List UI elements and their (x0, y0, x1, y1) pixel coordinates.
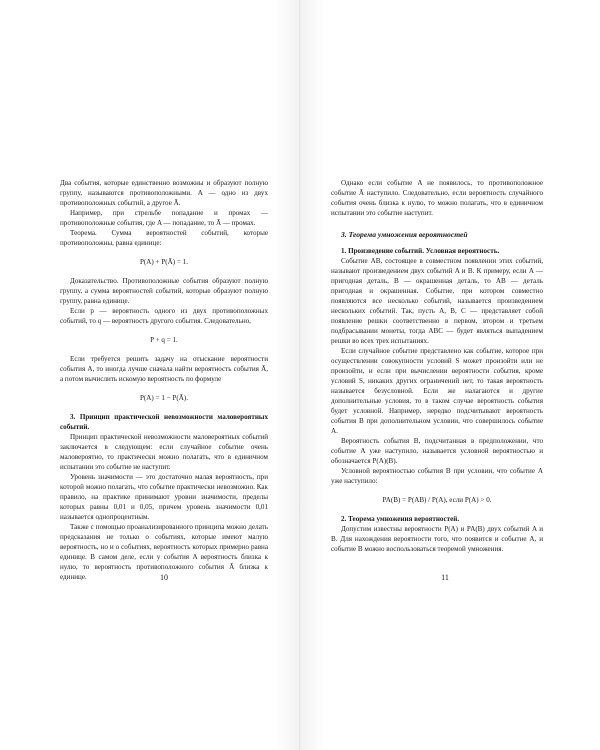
page-number: 11 (441, 573, 449, 582)
paragraph: Доказательство. Противоположные события образуют полную группу, а сумма вероятностей событий, которые образуют полную группу, равна единице. (60, 277, 268, 305)
paragraph: Событие AB, состоящее в совместном появлении этих событий, называют произведением двух событий A и B. К примеру, если A — пригодная деталь, B — окрашенная деталь, то AB — деталь пригодная и окрашенная. Событие, при котором совместно появляются все несколько событий, называется произведением нескольких событий. Так, пусть A, B, C — представляет собой появление решки соответственно в первом, втором и третьем подбрасывании монеты, тогда ABC — будет являться выпадением решки во всех трех испытаниях. (331, 257, 543, 345)
paragraph: Если случайное событие представлено как событие, которое при осуществлении совокупности условий S может произойти или не произойти, и если при вычислении вероятности события, кроме условий S, никаких других ограничений нет, то такая вероятность называется безусловной. Если же налагаются и другие дополнительные условия, то в таком случае вероятность события будет условной. Например, нередко подсчитывают вероятность события B при дополнительном условии, что совершилось событие A. (331, 347, 543, 435)
formula: P + q = 1. (150, 336, 178, 344)
paragraph: Однако если событие A не появилось, то противоположное событие Ā наступило. Следовательно, если вероятность случайного события очень близка к нулю, то можно полагать, что в единичном испытании это событие наступит. (331, 179, 543, 217)
paragraph: Допустим известны вероятности P(A) и PA(B) двух событий A и B. Для нахождения вероятности того, что появится и событие A, и событие B можно воспользоваться теоремой умножения. (331, 525, 543, 553)
paragraph: Уровень значимости — это достаточно малая вероятность, при которой можно полагать, что событие практически невозможно. Как правило, на практике принимают уровни значимости, пределы которых равны 0,01 и 0,05, причем уровень значимости 0,01 называется однопроцентным. (60, 473, 268, 521)
paragraph: Например, при стрельбе попадание и промах — противоположные события, где A — попадание, то Ā — промах. (60, 209, 268, 227)
paragraph: Условной вероятностью события B при условии, что событие A уже наступило: (331, 467, 543, 485)
paragraph: Если требуется решить задачу на отыскание вероятности события A, то иногда лучше сначала найти вероятность события Ā, а потом вычислить искомую вероятность по формуле (60, 355, 268, 383)
left-page-text (60, 178, 268, 582)
paragraph: Принцип практической невозможности маловероятных событий заключается в следующем: если случайное событие очень маловероятно, то практически можно полагать, что в единичном испытании это событие не наступит. (60, 433, 268, 471)
paragraph: Два события, которые единственно возможны и образуют полную группу, называются противоположными. A — одно из двух противоположных событий, а другое Ā. (60, 179, 268, 207)
right-page-text (331, 178, 543, 554)
paragraph: Если p — вероятность одного из двух противоположных событий, то q — вероятность другого события. Следовательно, (60, 307, 268, 325)
paragraph: Вероятность события B, подсчитанная в предположении, что событие A уже наступило, называется условной вероятностью и обозначается P(A)(B). (331, 437, 543, 465)
subheading: 3. Принцип практической невозможности маловероятных событий. (60, 413, 268, 431)
formula: PA(B) = P(AB) / P(A), если P(A) > 0. (382, 496, 492, 504)
subheading: 2. Теорема умножения вероятностей. (341, 515, 460, 523)
paragraph: Теорема. Сумма вероятностей событий, которые противоположны, равна единице: (60, 229, 268, 247)
right-page (300, 0, 600, 750)
section-title: 3. Теорема умножения вероятностей (341, 230, 468, 239)
page-number: 10 (160, 573, 168, 582)
formula: P(A) + P(Ā) = 1. (139, 258, 188, 266)
subheading: 1. Произведение событий. Условная вероятность. (341, 247, 500, 255)
formula: P(A) = 1 − P(Ā). (139, 394, 188, 402)
paragraph: Также с помощью проанализированного принципа можно делать предсказания не только о событиях, которые имеют малую вероятность, но и о событиях, вероятность которых примерно равна единице. В самом деле, если у события A вероятность близка к нулю, то вероятность противоположного события Ā близка к единице. (60, 523, 268, 581)
